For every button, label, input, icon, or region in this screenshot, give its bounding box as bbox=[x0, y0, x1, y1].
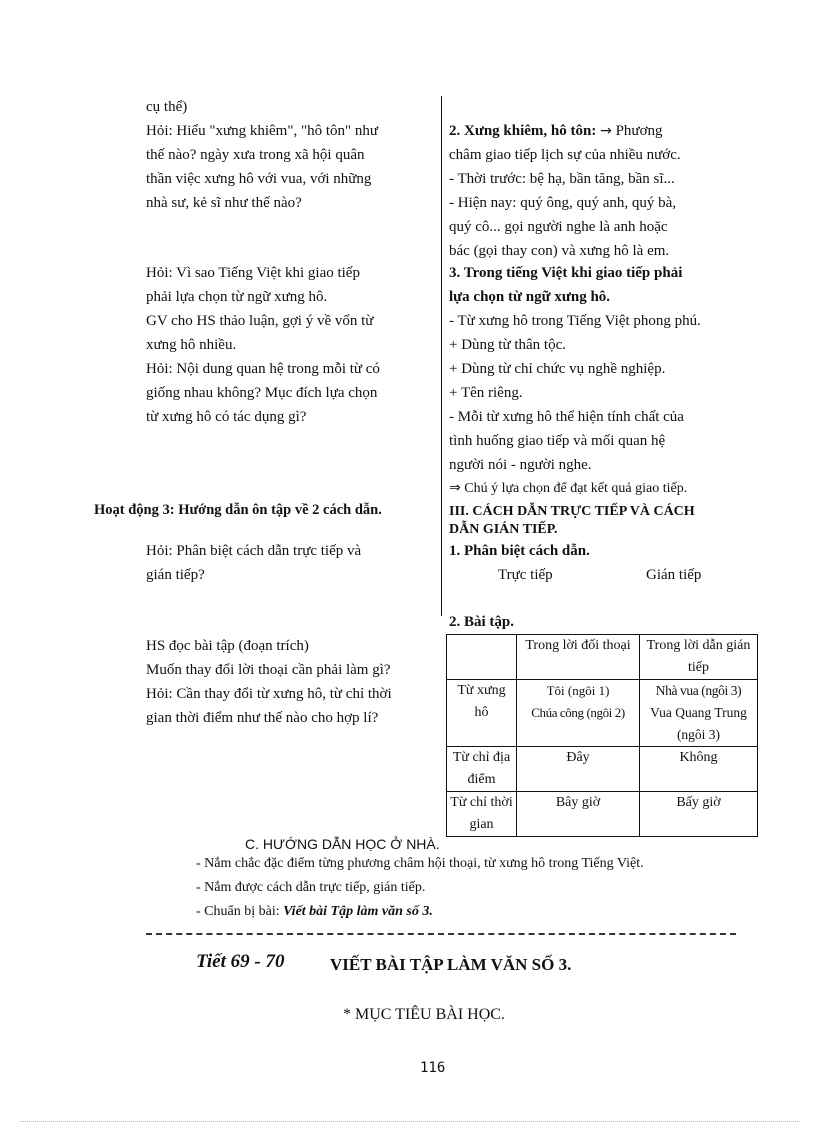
page-number: 116 bbox=[420, 1060, 446, 1076]
table-cell-line: Tôi (ngôi 1) bbox=[546, 683, 610, 698]
activity-3-heading: Hoạt động 3: Hướng dẫn ôn tập về 2 cách dẫn. bbox=[94, 502, 382, 518]
left-text-line: GV cho HS thảo luận, gợi ý về vốn từ bbox=[146, 313, 374, 329]
right-text-line: - Thời trước: bệ hạ, bần tăng, bần sĩ... bbox=[449, 171, 675, 187]
conclusion-line bbox=[449, 478, 687, 499]
left-text-line: gian thời điểm như thế nào cho hợp lí? bbox=[146, 710, 379, 726]
conclusion-text: Chú ý lựa chọn để đạt kết quả giao tiếp. bbox=[460, 481, 688, 496]
subsection-1-title: 1. Phân biệt cách dẫn. bbox=[449, 543, 590, 559]
table-row-label: Từ xưng hô bbox=[447, 680, 517, 747]
table-row bbox=[447, 747, 758, 792]
prepare-title: Viết bài Tập làm văn số 3. bbox=[283, 904, 433, 919]
table-header-cell: Trong lời dẫn gián tiếp bbox=[640, 635, 758, 680]
section-iii-title: DẪN GIÁN TIẾP. bbox=[449, 522, 558, 537]
homework-prepare bbox=[196, 902, 433, 922]
section-2-title: 2. Xưng khiêm, hô tôn: bbox=[449, 123, 597, 139]
left-text-line: xưng hô nhiều. bbox=[146, 337, 237, 353]
section-iii-title: III. CÁCH DẪN TRỰC TIẾP VÀ CÁCH bbox=[449, 504, 695, 519]
left-text-line: HS đọc bài tập (đoạn trích) bbox=[146, 638, 309, 654]
table-row-label: Từ chỉ địa điểm bbox=[447, 747, 517, 792]
right-text-line: + Dùng từ thân tộc. bbox=[449, 337, 566, 353]
homework-item: - Nắm được cách dẫn trực tiếp, gián tiếp. bbox=[196, 880, 426, 895]
left-text-line: Hỏi: Cần thay đổi từ xưng hô, từ chỉ thời bbox=[146, 686, 392, 702]
left-text-line: Hỏi: Phân biệt cách dẫn trực tiếp và bbox=[146, 543, 362, 559]
direct-speech-label: Trực tiếp bbox=[498, 567, 553, 583]
table-row bbox=[447, 680, 758, 747]
section-2-rest: Phương bbox=[611, 123, 663, 139]
right-text-line: - Hiện nay: quý ông, quý anh, quý bà, bbox=[449, 195, 677, 211]
left-text-line: giống nhau không? Mục đích lựa chọn bbox=[146, 385, 378, 401]
section-3-title: lựa chọn từ ngữ xưng hô. bbox=[449, 289, 611, 305]
indirect-speech-label: Gián tiếp bbox=[646, 567, 702, 583]
left-text-line: Hỏi: Vì sao Tiếng Việt khi giao tiếp bbox=[146, 265, 360, 281]
left-text-line: nhà sư, kẻ sĩ như thế nào? bbox=[146, 195, 302, 211]
table-row-label: Từ chỉ thời gian bbox=[447, 792, 517, 837]
table-row bbox=[447, 792, 758, 837]
page-bottom-border bbox=[20, 1121, 800, 1122]
table-cell bbox=[517, 680, 640, 747]
right-text-line: - Mỗi từ xưng hô thể hiện tính chất của bbox=[449, 409, 684, 425]
homework-title: C. HƯỚNG DẪN HỌC Ở NHÀ. bbox=[245, 836, 440, 852]
left-text-line: gián tiếp? bbox=[146, 567, 205, 583]
lesson-title: VIẾT BÀI TẬP LÀM VĂN SỐ 3. bbox=[330, 955, 572, 974]
left-text-line: phải lựa chọn từ ngữ xưng hô. bbox=[146, 289, 328, 305]
right-text-line: + Tên riêng. bbox=[449, 385, 523, 401]
right-text-line: quý cô... gọi người nghe là anh hoặc bbox=[449, 219, 668, 235]
right-text-line: châm giao tiếp lịch sự của nhiều nước. bbox=[449, 147, 681, 163]
table-header-cell: Trong lời đối thoại bbox=[517, 635, 640, 680]
right-text-line: - Từ xưng hô trong Tiếng Việt phong phú. bbox=[449, 313, 701, 329]
double-arrow-icon: ⇒ bbox=[449, 480, 461, 496]
exercise-table bbox=[446, 634, 758, 837]
subsection-2-title: 2. Bài tập. bbox=[449, 614, 515, 630]
left-text-line: Hỏi: Nội dung quan hệ trong mỗi từ có bbox=[146, 361, 380, 377]
right-arrow-icon: → bbox=[600, 123, 612, 139]
homework-item: - Nắm chắc đặc điểm từng phương châm hội thoại, từ xưng hô trong Tiếng Việt. bbox=[196, 856, 644, 871]
table-header-cell bbox=[447, 635, 517, 680]
right-text-line: + Dùng từ chỉ chức vụ nghề nghiệp. bbox=[449, 361, 666, 377]
lesson-period: Tiết 69 - 70 bbox=[196, 951, 285, 972]
table-cell: Đây bbox=[517, 747, 640, 792]
left-text-line: thế nào? ngày xưa trong xã hội quân bbox=[146, 147, 365, 163]
prepare-prefix: - Chuẩn bị bài: bbox=[196, 904, 284, 919]
section-2-heading bbox=[449, 121, 663, 141]
table-cell: Bây giờ bbox=[517, 792, 640, 837]
left-text-line: Muốn thay đổi lời thoại cần phải làm gì? bbox=[146, 662, 391, 678]
lesson-objective: * MỤC TIÊU BÀI HỌC. bbox=[343, 1006, 505, 1023]
table-cell-line: Chúa công (ngôi 2) bbox=[531, 705, 625, 720]
right-text-line: tình huống giao tiếp và mối quan hệ bbox=[449, 433, 666, 449]
section-separator bbox=[146, 933, 736, 935]
left-text-line: cụ thể) bbox=[146, 99, 188, 115]
column-divider bbox=[441, 96, 442, 616]
left-text-line: thần việc xưng hô với vua, với những bbox=[146, 171, 372, 187]
table-cell bbox=[640, 680, 758, 747]
left-text-line: từ xưng hô có tác dụng gì? bbox=[146, 409, 307, 425]
right-text-line: bác (gọi thay con) và xưng hô là em. bbox=[449, 243, 670, 259]
table-cell-line: Vua Quang Trung (ngôi 3) bbox=[650, 705, 747, 742]
right-text-line: người nói - người nghe. bbox=[449, 457, 592, 473]
left-text-line: Hỏi: Hiểu "xưng khiêm", "hô tôn" như bbox=[146, 123, 378, 139]
table-cell: Bấy giờ bbox=[640, 792, 758, 837]
table-cell-line: Nhà vua (ngôi 3) bbox=[655, 683, 742, 698]
section-3-title: 3. Trong tiếng Việt khi giao tiếp phải bbox=[449, 265, 683, 281]
table-cell: Không bbox=[640, 747, 758, 792]
table-header-row bbox=[447, 635, 758, 680]
